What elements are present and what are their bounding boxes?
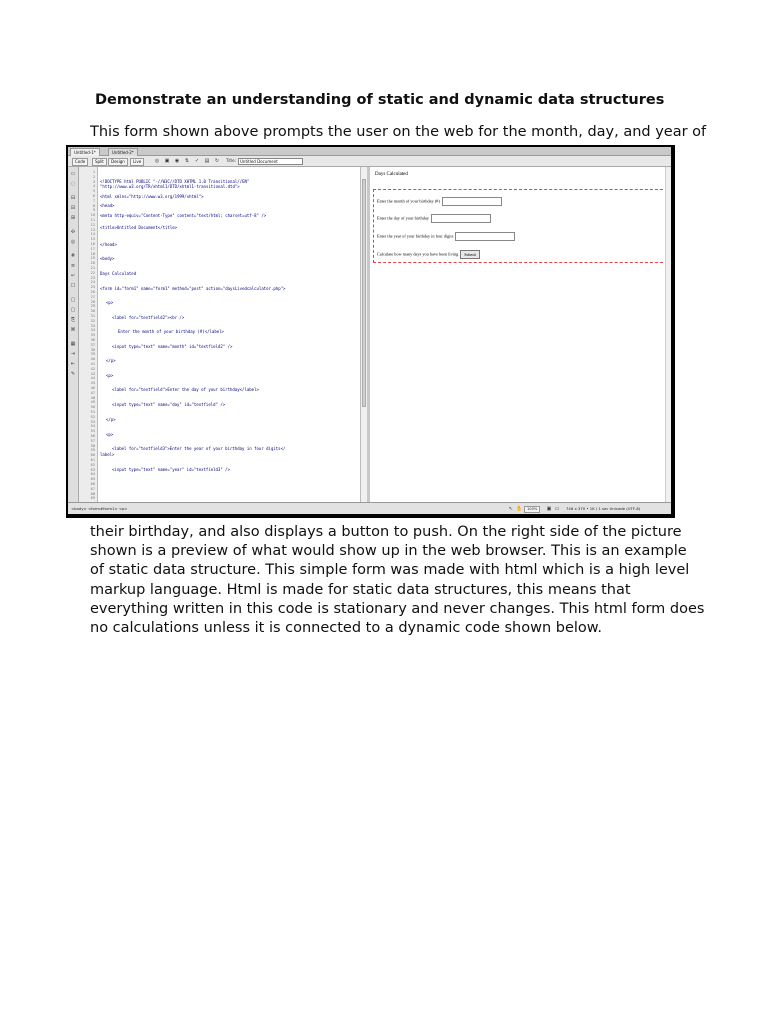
- inspect-icon[interactable]: ◎: [154, 158, 160, 164]
- line-number: 34: [90, 328, 95, 333]
- day-label: Enter the day of your birthday: [377, 215, 429, 221]
- paragraph-intro: This form shown above prompts the user on the web for the month, day, and year of: [90, 124, 707, 140]
- line-number: 31: [90, 314, 95, 318]
- line-number: 3: [92, 179, 95, 184]
- zoom-select[interactable]: 100%: [524, 506, 540, 513]
- outdent-code-icon[interactable]: ⇤: [70, 361, 76, 367]
- tablet-size-icon[interactable]: ▭: [554, 506, 560, 512]
- line-number: 53: [90, 419, 95, 424]
- line-number: 46: [90, 386, 95, 390]
- code-line[interactable]: <head>: [100, 203, 115, 208]
- paragraph-line: their birthday, and also displays a button to push. On the right side of the picture: [90, 524, 682, 540]
- recent-snippets-icon[interactable]: ⌘: [70, 327, 76, 333]
- line-number: 40: [90, 357, 95, 362]
- line-number: 48: [90, 395, 95, 400]
- line-number: 45: [90, 381, 95, 386]
- line-number: 38: [90, 347, 95, 352]
- code-line[interactable]: <input type="text" name="year" id="textfield3" />: [112, 467, 231, 472]
- line-number: 2: [92, 174, 95, 179]
- code-line[interactable]: </p>: [106, 417, 116, 422]
- line-number-gutter: [79, 167, 98, 502]
- editor-window: [68, 147, 671, 514]
- document-heading: Demonstrate an understanding of static and dynamic data structures: [95, 92, 665, 108]
- indent-code-icon[interactable]: ⇥: [70, 351, 76, 357]
- status-bar: [68, 502, 671, 514]
- line-number: 21: [90, 266, 95, 270]
- line-number: 5: [92, 189, 95, 194]
- line-number: 64: [90, 472, 95, 477]
- code-line[interactable]: <label for="textfield2"><br />: [112, 315, 185, 320]
- year-input[interactable]: [455, 232, 515, 241]
- select-parent-tag-icon[interactable]: ✣: [70, 229, 76, 235]
- move-css-icon[interactable]: ▦: [70, 341, 76, 347]
- live-view-button[interactable]: Live: [130, 158, 144, 166]
- code-line[interactable]: label>: [100, 452, 115, 457]
- code-line[interactable]: <title>Untitled Document</title>: [100, 225, 178, 230]
- code-line[interactable]: </head>: [100, 242, 117, 247]
- line-number: 14: [90, 232, 95, 237]
- line-number: 4: [92, 184, 95, 189]
- line-number: 67: [90, 486, 95, 491]
- line-numbers-icon[interactable]: #: [70, 253, 76, 259]
- code-line[interactable]: <input type="text" name="month" id="textfield2" />: [112, 344, 233, 349]
- code-line[interactable]: <body>: [100, 256, 115, 261]
- calc-label: Calculate how many days you have been living: [377, 251, 459, 257]
- select-tool-icon[interactable]: ↖: [508, 506, 514, 512]
- code-line[interactable]: <label for="textfield">Enter the day of your birthday</label>: [112, 387, 259, 392]
- paragraph-line: everything written in this code is stationary and never changes. This html form does: [90, 600, 705, 617]
- code-line[interactable]: </p>: [106, 358, 116, 363]
- line-number: 9: [92, 208, 95, 213]
- code-line[interactable]: Days Calculated: [100, 271, 137, 276]
- code-line[interactable]: <label for="textfield3">Enter the year of your birthday in four digits</: [112, 446, 286, 451]
- code-line[interactable]: <p>: [106, 432, 114, 437]
- code-view-button[interactable]: Code: [72, 158, 88, 166]
- line-number: 37: [90, 342, 95, 347]
- document-toolbar: [68, 156, 671, 167]
- line-number: 29: [90, 304, 95, 309]
- line-number: 28: [90, 299, 95, 304]
- line-number: 16: [90, 242, 95, 246]
- line-number: 12: [90, 222, 95, 227]
- highlight-invalid-icon[interactable]: ≡: [70, 263, 76, 269]
- line-number: 11: [90, 218, 95, 222]
- line-number: 62: [90, 462, 95, 467]
- submit-button[interactable]: Submit: [460, 250, 480, 259]
- code-line[interactable]: <!DOCTYPE html PUBLIC "-//W3C//DTD XHTML 1.0 Transitional//EN": [100, 179, 250, 184]
- paragraph-line: shown is a preview of what would show up in the web browser. This is an example: [90, 543, 687, 560]
- preview-browser-icon[interactable]: ◉: [174, 158, 180, 164]
- year-row: [377, 232, 515, 241]
- document-tab-bar: [68, 147, 671, 156]
- tab-untitled-1[interactable]: Untitled-1*: [70, 148, 100, 156]
- line-number: 41: [90, 362, 95, 366]
- dreamweaver-screenshot: [66, 145, 675, 518]
- title-label: Title:: [226, 158, 236, 163]
- collapse-selection-icon[interactable]: ⊟: [70, 205, 76, 211]
- preview-title: Days Calculated: [375, 172, 408, 177]
- code-line[interactable]: <html xmlns="http://www.w3.org/1999/xhtml">: [100, 194, 204, 199]
- line-number: 55: [90, 429, 95, 434]
- hand-tool-icon[interactable]: ✋: [516, 506, 523, 512]
- multiscreen-icon[interactable]: ▣: [164, 158, 170, 164]
- line-number: 7: [92, 198, 95, 203]
- line-number: 66: [90, 482, 95, 486]
- file-management-icon[interactable]: ⇅: [184, 158, 190, 164]
- line-number: 52: [90, 414, 95, 419]
- line-number: 63: [90, 467, 95, 472]
- code-scroll-thumb[interactable]: [362, 179, 366, 407]
- line-number: 36: [90, 338, 95, 342]
- coding-toolbar: [68, 167, 79, 502]
- line-number: 60: [90, 453, 95, 458]
- line-number: 1: [92, 170, 95, 174]
- code-scrollbar[interactable]: [360, 167, 367, 502]
- month-input[interactable]: [442, 197, 502, 206]
- design-view-button[interactable]: Design: [108, 158, 128, 166]
- tag-selector[interactable]: <body> <form#form1> <p>: [71, 506, 128, 511]
- preview-form: [373, 189, 668, 263]
- line-number: 17: [90, 246, 95, 251]
- open-documents-icon[interactable]: ▭: [70, 171, 76, 177]
- line-number: 59: [90, 448, 95, 453]
- document-size-info: 746 x 370 • 1K / 1 sec Unicode (UTF-8): [566, 506, 641, 511]
- remove-comment-icon[interactable]: ▢: [70, 307, 76, 313]
- line-number: 30: [90, 309, 95, 314]
- line-number: 61: [90, 458, 95, 462]
- apply-comment-icon[interactable]: ▢: [70, 297, 76, 303]
- line-number: 33: [90, 323, 95, 328]
- line-number: 69: [90, 496, 95, 501]
- code-view[interactable]: [98, 167, 360, 502]
- collapse-tag-icon[interactable]: ⊟: [70, 195, 76, 201]
- document-title-input[interactable]: Untitled Document: [238, 158, 303, 165]
- line-number: 56: [90, 434, 95, 438]
- line-number: 27: [90, 294, 95, 299]
- validate-icon[interactable]: ✓: [194, 158, 200, 164]
- tab-untitled-2[interactable]: Untitled-2*: [108, 148, 138, 156]
- line-number: 25: [90, 285, 95, 290]
- line-number: 22: [90, 270, 95, 275]
- format-source-icon[interactable]: ✎: [70, 371, 76, 377]
- line-number: 54: [90, 424, 95, 429]
- month-row: [377, 197, 502, 206]
- code-line[interactable]: <form id="form1" name="form1" method="post" action="daysLivedcalculator.php">: [100, 286, 286, 291]
- day-row: [377, 214, 491, 223]
- code-line[interactable]: <p>: [106, 300, 114, 305]
- line-number: 68: [90, 491, 95, 496]
- calc-row: [377, 250, 480, 259]
- word-wrap-icon[interactable]: ↵: [70, 273, 76, 279]
- year-label: Enter the year of your birthday in four digits: [377, 233, 454, 239]
- line-number: 8: [92, 203, 95, 208]
- code-line[interactable]: <p>: [106, 373, 114, 378]
- line-number: 15: [90, 237, 95, 242]
- show-code-navigator-icon[interactable]: ◌: [70, 181, 76, 187]
- line-number: 65: [90, 477, 95, 482]
- line-number: 39: [90, 352, 95, 357]
- syntax-error-icon[interactable]: ☐: [70, 283, 76, 289]
- line-number: 20: [90, 261, 95, 266]
- code-line[interactable]: Enter the month of your birthday (#)</label>: [118, 329, 224, 334]
- line-number: 32: [90, 318, 95, 323]
- expand-all-icon[interactable]: ⊞: [70, 215, 76, 221]
- line-number: 23: [90, 275, 95, 280]
- paragraph-line: of static data structure. This simple form was made with html which is a high level: [90, 562, 690, 579]
- paragraph-line: no calculations unless it is connected to a dynamic code shown below.: [90, 620, 602, 637]
- paragraph-line: markup language. Html is made for static data structures, this means that: [90, 581, 631, 598]
- line-number: 6: [92, 194, 95, 198]
- line-number: 58: [90, 443, 95, 448]
- balance-braces-icon[interactable]: ◎: [70, 239, 76, 245]
- line-number: 18: [90, 251, 95, 256]
- code-line[interactable]: <input type="text" name="day" id="textfield" />: [112, 402, 226, 407]
- line-number: 42: [90, 366, 95, 371]
- line-number: 44: [90, 376, 95, 381]
- line-number: 50: [90, 405, 95, 410]
- line-number: 43: [90, 371, 95, 376]
- line-number: 35: [90, 333, 95, 338]
- month-label: Enter the month of your birthday (#): [377, 198, 440, 204]
- refresh-icon[interactable]: ↻: [214, 158, 220, 164]
- split-view-button[interactable]: Split: [92, 158, 107, 166]
- line-number: 13: [90, 227, 95, 232]
- day-input[interactable]: [431, 214, 491, 223]
- line-number: 51: [90, 410, 95, 414]
- line-number: 26: [90, 290, 95, 294]
- code-line[interactable]: <meta http-equiv="Content-Type" content="text/html; charset=utf-8" />: [100, 213, 267, 218]
- visual-aids-icon[interactable]: ▤: [204, 158, 210, 164]
- code-line[interactable]: "http://www.w3.org/TR/xhtml1/DTD/xhtml1-transitional.dtd">: [100, 184, 240, 189]
- line-number: 49: [90, 400, 95, 405]
- design-scrollbar[interactable]: [665, 167, 671, 502]
- line-number: 19: [90, 256, 95, 261]
- design-view[interactable]: [370, 167, 671, 502]
- line-number: 47: [90, 390, 95, 395]
- wrap-tag-icon[interactable]: ⎘: [70, 317, 75, 323]
- paragraph-body: [90, 523, 705, 638]
- line-number: 10: [90, 213, 95, 218]
- window-size-icon[interactable]: ▣: [546, 506, 552, 512]
- line-number: 57: [90, 438, 95, 443]
- line-number: 24: [90, 280, 95, 285]
